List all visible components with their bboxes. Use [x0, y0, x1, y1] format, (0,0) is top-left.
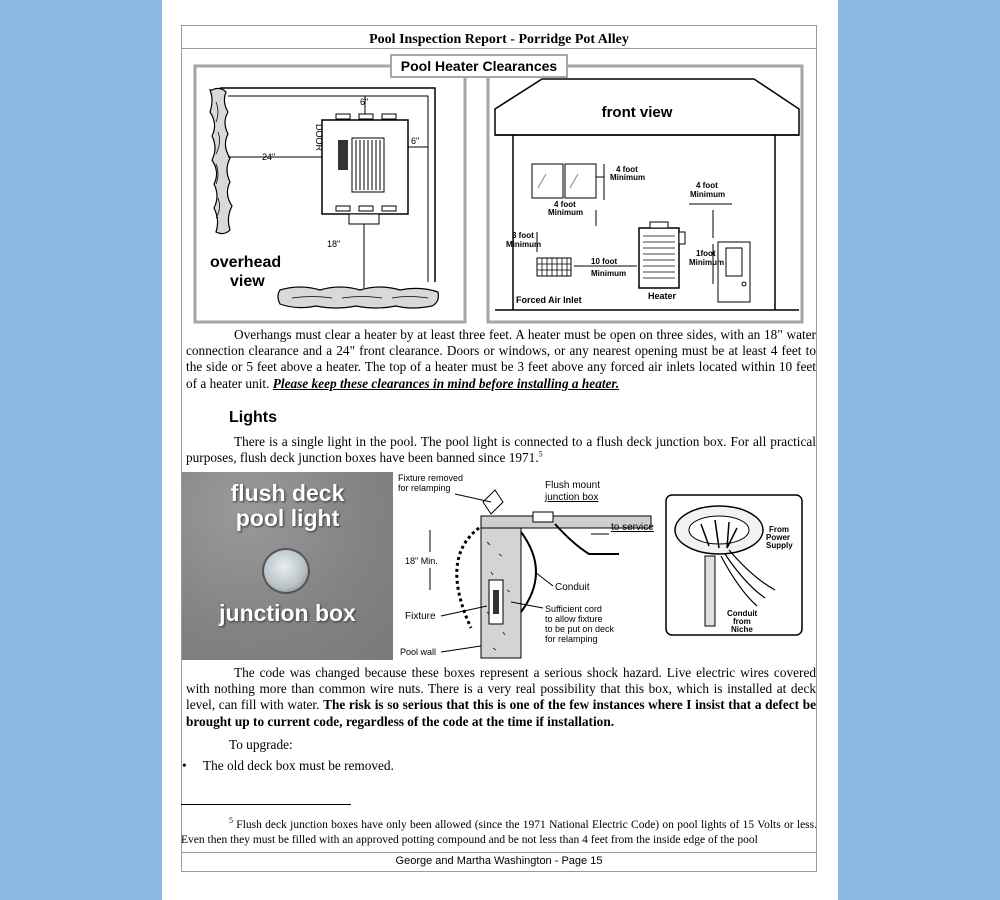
dim-bottom: 18": [327, 239, 341, 249]
bullet-item: The old deck box must be removed.: [203, 758, 394, 773]
fixture-label: Fixture: [405, 611, 436, 622]
from-power-2: Power: [766, 533, 791, 542]
flush-mount-2: junction box: [545, 492, 599, 503]
inlet-distance-2: Minimum: [591, 269, 627, 278]
pool-wall-label: Pool wall: [400, 647, 437, 657]
lights-paragraph: [186, 434, 816, 466]
window-clearance-2: Minimum: [610, 173, 646, 182]
cord-1: Sufficient cord: [545, 604, 602, 614]
front-view: [495, 79, 799, 310]
code-paragraph-bold: The risk is so serious that this is one of the few instances where I insist that a defect be brought up to current code, regardless of the code at the time if installation.: [186, 697, 816, 729]
cord-3: to be put on deck: [545, 624, 615, 634]
flush-mount-1: Flush mount: [545, 480, 601, 491]
from-power-3: Supply: [766, 541, 793, 550]
overhead-label-1: overhead: [210, 254, 282, 271]
window-clearance-1: 4 foot: [616, 165, 638, 174]
footnote: [181, 818, 817, 848]
overhead-view: [210, 88, 438, 308]
door-side-1: 1foot: [696, 249, 716, 258]
inlet-label: Forced Air Inlet: [516, 295, 582, 305]
junction-box-detail-diagram: [665, 494, 803, 636]
inlet-height-2: Minimum: [506, 240, 542, 249]
photo-label-top-1: flush deck: [230, 480, 345, 506]
bullet-dot: •: [182, 758, 187, 773]
cord-2: to allow fixture: [545, 614, 603, 624]
below-window-1: 4 foot: [554, 200, 576, 209]
shrub-row: [278, 287, 438, 308]
dim-top: 6": [360, 97, 369, 107]
heater-paragraph: [186, 327, 816, 392]
junction-box-section-diagram: [395, 472, 655, 662]
inlet-distance-1: 10 foot: [591, 257, 618, 266]
heater-clearance-diagram: [192, 52, 806, 324]
door-label: DOOR: [314, 124, 324, 151]
footnote-number: 5: [229, 816, 233, 826]
junction-box-cover: [262, 548, 310, 594]
footnote-text: Flush deck junction boxes have only been allowed (since the 1971 National Electric Code) on pool lights of 15 Volts or less. Even then they must be filled with an approved potting compound and be not less than 4 feet from the inside edge of the pool: [181, 819, 817, 846]
heater-label: Heater: [648, 291, 677, 301]
dim-left: 24": [262, 152, 276, 162]
upgrade-label: To upgrade:: [229, 737, 293, 752]
below-window-2: Minimum: [548, 208, 584, 217]
conduit-label: Conduit: [555, 582, 590, 593]
code-paragraph: [186, 665, 816, 730]
front-view-label: front view: [601, 104, 673, 121]
overhead-label-2: view: [230, 273, 265, 290]
footer-divider: [181, 852, 817, 853]
code-paragraph-text: The code was changed because these boxes represent a serious shock hazard. Live electric wires covered with nothing more than common wire nuts. There is a very real possibility that this box, which is installed at deck level, can fill with water.: [186, 665, 816, 713]
footnote-ref: 5: [538, 449, 543, 459]
shrub-column: [210, 88, 232, 233]
to-service-label: to service: [611, 522, 654, 533]
fixture-removed-1: Fixture removed: [398, 473, 464, 483]
document-page: [162, 0, 838, 900]
door-side-2: Minimum: [689, 258, 725, 267]
footnote-divider: [181, 804, 351, 805]
conduit-niche-3: Niche: [731, 625, 753, 634]
photo-label-top-2: pool light: [235, 505, 340, 531]
photo-label-bottom: junction box: [219, 600, 356, 626]
overhang-1: 4 foot: [696, 181, 718, 190]
lights-paragraph-text: There is a single light in the pool. The pool light is connected to a flush deck junction box. For all practical purposes, flush deck junction boxes have been banned since 1971.: [186, 434, 816, 466]
lights-heading: Lights: [229, 409, 277, 426]
inlet-height-1: 3 foot: [512, 231, 534, 240]
flush-deck-photo: [182, 472, 393, 660]
fixture-removed-2: for relamping: [398, 483, 451, 493]
dim-right: 6": [411, 136, 420, 146]
heater-paragraph-text: Overhangs must clear a heater by at least three feet. A heater must be open on three sides, with an 18" water connection clearance and a 24" front clearance. Doors or windows, or any nearest opening must be at least 4 feet to the side or 5 feet above a heater. The top of a heater must be 3 feet above any forced air inlets located within 10 feet of a heater unit.: [186, 327, 816, 391]
from-power-1: From: [769, 525, 789, 534]
overhang-2: Minimum: [690, 190, 726, 199]
heater-emphasis: Please keep these clearances in mind before installing a heater.: [272, 375, 620, 391]
diagram-title: Pool Heater Clearances: [400, 58, 558, 74]
report-title: Pool Inspection Report - Porridge Pot Alley: [369, 32, 629, 47]
conduit-niche-2: from: [733, 617, 751, 626]
min-label: 18" Min.: [405, 556, 438, 566]
cord-4: for relamping: [545, 634, 598, 644]
conduit-niche-1: Conduit: [727, 609, 758, 618]
page-footer: George and Martha Washington - Page 15: [395, 855, 603, 867]
